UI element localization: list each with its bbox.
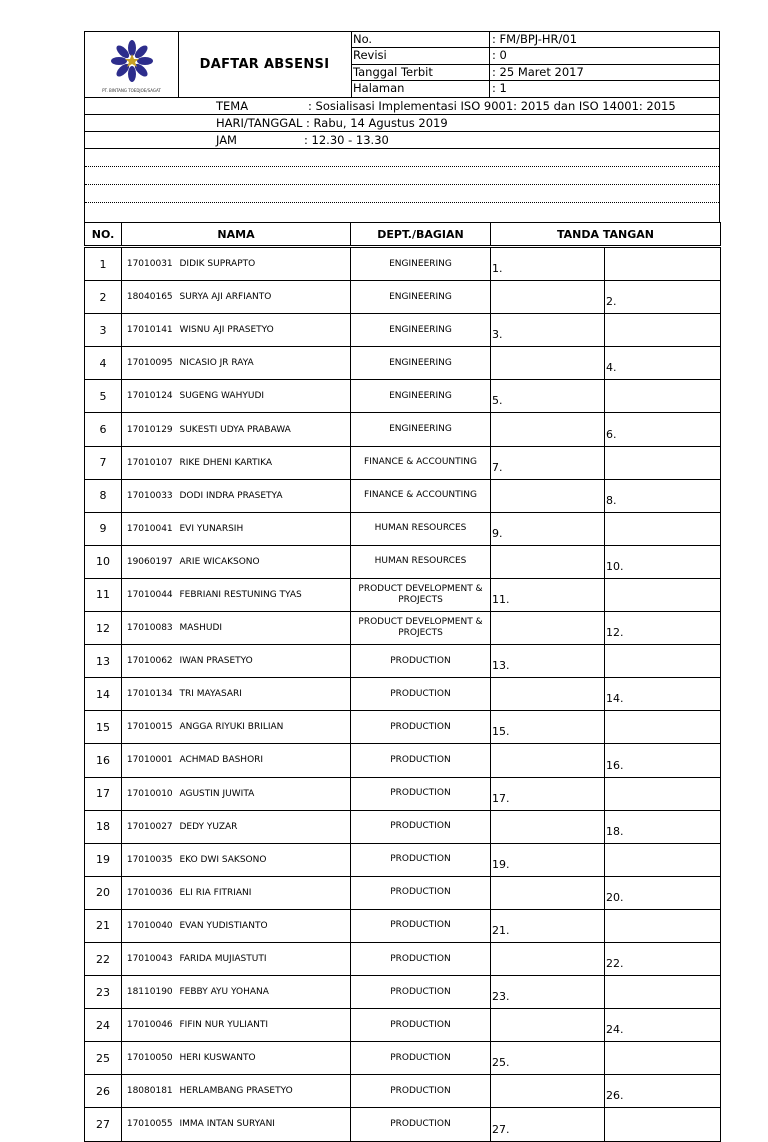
signature-cell[interactable]: 6. bbox=[605, 413, 721, 446]
signature-cell[interactable]: 20. bbox=[605, 876, 721, 909]
signature-cell[interactable] bbox=[491, 479, 605, 512]
row-number: 1 bbox=[85, 247, 122, 281]
row-number: 9 bbox=[85, 512, 122, 545]
table-row bbox=[85, 1009, 721, 1042]
signature-cell[interactable] bbox=[605, 446, 721, 479]
employee-id: 17010062 bbox=[122, 645, 178, 678]
signature-cell[interactable] bbox=[491, 942, 605, 975]
employee-name: EVAN YUDISTIANTO bbox=[178, 909, 351, 942]
table-row bbox=[85, 711, 721, 744]
department: PRODUCTION bbox=[351, 1009, 491, 1042]
signature-cell[interactable]: 9. bbox=[491, 512, 605, 545]
signature-cell[interactable]: 10. bbox=[605, 545, 721, 578]
department: PRODUCTION bbox=[351, 942, 491, 975]
meta-row-tanggal bbox=[351, 65, 719, 81]
table-row bbox=[85, 843, 721, 876]
row-number: 13 bbox=[85, 645, 122, 678]
signature-cell[interactable]: 1. bbox=[491, 247, 605, 281]
department: ENGINEERING bbox=[351, 380, 491, 413]
employee-name: DODI INDRA PRASETYA bbox=[178, 479, 351, 512]
table-row bbox=[85, 247, 721, 281]
employee-id: 18110190 bbox=[122, 976, 178, 1009]
signature-cell[interactable] bbox=[491, 545, 605, 578]
table-row bbox=[85, 678, 721, 711]
logo-cell bbox=[85, 32, 179, 97]
employee-id: 17010033 bbox=[122, 479, 178, 512]
employee-id: 18080181 bbox=[122, 1075, 178, 1108]
dotted-line bbox=[85, 184, 719, 185]
employee-name: SURYA AJI ARFIANTO bbox=[178, 281, 351, 314]
signature-cell[interactable] bbox=[491, 876, 605, 909]
attendance-sheet bbox=[84, 31, 720, 1142]
signature-cell[interactable] bbox=[605, 711, 721, 744]
table-row bbox=[85, 942, 721, 975]
employee-id: 17010124 bbox=[122, 380, 178, 413]
signature-cell[interactable]: 11. bbox=[491, 578, 605, 611]
row-number: 26 bbox=[85, 1075, 122, 1108]
employee-name: FEBBY AYU YOHANA bbox=[178, 976, 351, 1009]
hari-label: HARI/TANGGAL bbox=[216, 116, 303, 130]
row-number: 22 bbox=[85, 942, 122, 975]
signature-cell[interactable] bbox=[605, 645, 721, 678]
table-row bbox=[85, 578, 721, 611]
employee-name: SUGENG WAHYUDI bbox=[178, 380, 351, 413]
table-row bbox=[85, 413, 721, 446]
employee-name: SUKESTI UDYA PRABAWA bbox=[178, 413, 351, 446]
employee-name: ARIE WICAKSONO bbox=[178, 545, 351, 578]
employee-name: HERI KUSWANTO bbox=[178, 1042, 351, 1075]
employee-name: FARIDA MUJIASTUTI bbox=[178, 942, 351, 975]
department: ENGINEERING bbox=[351, 347, 491, 380]
table-row bbox=[85, 777, 721, 810]
department: PRODUCTION bbox=[351, 1108, 491, 1141]
signature-cell[interactable]: 25. bbox=[491, 1042, 605, 1075]
signature-cell[interactable]: 18. bbox=[605, 810, 721, 843]
employee-id: 19060197 bbox=[122, 545, 178, 578]
employee-name: HERLAMBANG PRASETYO bbox=[178, 1075, 351, 1108]
table-row bbox=[85, 1042, 721, 1075]
table-row bbox=[85, 512, 721, 545]
signature-cell[interactable]: 8. bbox=[605, 479, 721, 512]
row-number: 15 bbox=[85, 711, 122, 744]
row-number: 27 bbox=[85, 1108, 122, 1141]
employee-id: 17010044 bbox=[122, 578, 178, 611]
row-number: 11 bbox=[85, 578, 122, 611]
signature-cell[interactable]: 12. bbox=[605, 612, 721, 645]
signature-cell[interactable] bbox=[491, 1075, 605, 1108]
employee-name: DEDY YUZAR bbox=[178, 810, 351, 843]
signature-cell[interactable] bbox=[605, 909, 721, 942]
signature-cell[interactable] bbox=[491, 413, 605, 446]
signature-cell[interactable] bbox=[605, 314, 721, 347]
row-number: 17 bbox=[85, 777, 122, 810]
tema-value: : Sosialisasi Implementasi ISO 9001: 2015 dan ISO 14001: 2015 bbox=[308, 99, 676, 113]
employee-name: RIKE DHENI KARTIKA bbox=[178, 446, 351, 479]
employee-name: EKO DWI SAKSONO bbox=[178, 843, 351, 876]
department: FINANCE & ACCOUNTING bbox=[351, 446, 491, 479]
signature-cell[interactable] bbox=[491, 744, 605, 777]
department: PRODUCTION bbox=[351, 645, 491, 678]
row-number: 20 bbox=[85, 876, 122, 909]
col-no: NO. bbox=[85, 223, 122, 247]
signature-cell[interactable] bbox=[491, 281, 605, 314]
meta-value: : 0 bbox=[492, 48, 507, 63]
form-meta bbox=[351, 32, 719, 97]
signature-cell[interactable]: 19. bbox=[491, 843, 605, 876]
row-number: 23 bbox=[85, 976, 122, 1009]
meta-label: Tanggal Terbit bbox=[351, 65, 490, 80]
employee-id: 17010015 bbox=[122, 711, 178, 744]
department: PRODUCTION bbox=[351, 678, 491, 711]
tema-label: TEMA bbox=[216, 99, 249, 113]
form-header bbox=[84, 31, 720, 97]
table-row bbox=[85, 744, 721, 777]
table-row bbox=[85, 281, 721, 314]
signature-cell[interactable]: 16. bbox=[605, 744, 721, 777]
signature-cell[interactable] bbox=[491, 347, 605, 380]
employee-name: ACHMAD BASHORI bbox=[178, 744, 351, 777]
department: PRODUCT DEVELOPMENT & PROJECTS bbox=[351, 612, 491, 645]
employee-id: 17010040 bbox=[122, 909, 178, 942]
department: PRODUCTION bbox=[351, 711, 491, 744]
department: PRODUCTION bbox=[351, 1042, 491, 1075]
department: FINANCE & ACCOUNTING bbox=[351, 479, 491, 512]
logo-caption: PT. BINTANG TOEDJOE/SAGAT bbox=[102, 88, 161, 93]
hari-value: : Rabu, 14 Agustus 2019 bbox=[306, 116, 448, 130]
department: ENGINEERING bbox=[351, 281, 491, 314]
signature-cell[interactable] bbox=[491, 612, 605, 645]
employee-name: FIFIN NUR YULIANTI bbox=[178, 1009, 351, 1042]
signature-cell[interactable]: 7. bbox=[491, 446, 605, 479]
signature-cell[interactable] bbox=[605, 247, 721, 281]
row-number: 6 bbox=[85, 413, 122, 446]
jam-label: JAM bbox=[216, 133, 237, 147]
table-row bbox=[85, 446, 721, 479]
employee-id: 17010055 bbox=[122, 1108, 178, 1141]
meta-row-halaman bbox=[351, 81, 719, 97]
row-number: 5 bbox=[85, 380, 122, 413]
employee-id: 17010036 bbox=[122, 876, 178, 909]
department: HUMAN RESOURCES bbox=[351, 512, 491, 545]
table-row bbox=[85, 347, 721, 380]
signature-cell[interactable] bbox=[491, 810, 605, 843]
row-number: 10 bbox=[85, 545, 122, 578]
department: PRODUCTION bbox=[351, 744, 491, 777]
department: PRODUCTION bbox=[351, 810, 491, 843]
signature-cell[interactable] bbox=[605, 1108, 721, 1141]
table-row bbox=[85, 1108, 721, 1141]
signature-cell[interactable]: 21. bbox=[491, 909, 605, 942]
table-row bbox=[85, 909, 721, 942]
info-tema bbox=[85, 98, 719, 115]
table-row bbox=[85, 314, 721, 347]
meta-row-no bbox=[351, 32, 719, 48]
table-row bbox=[85, 612, 721, 645]
row-number: 12 bbox=[85, 612, 122, 645]
employee-id: 17010129 bbox=[122, 413, 178, 446]
row-number: 8 bbox=[85, 479, 122, 512]
employee-name: TRI MAYASARI bbox=[178, 678, 351, 711]
dotted-line bbox=[85, 166, 719, 167]
meta-row-revisi bbox=[351, 48, 719, 64]
employee-id: 17010134 bbox=[122, 678, 178, 711]
row-number: 24 bbox=[85, 1009, 122, 1042]
employee-name: FEBRIANI RESTUNING TYAS bbox=[178, 578, 351, 611]
info-jam bbox=[85, 132, 719, 148]
signature-cell[interactable]: 24. bbox=[605, 1009, 721, 1042]
table-row bbox=[85, 976, 721, 1009]
signature-cell[interactable] bbox=[605, 976, 721, 1009]
signature-cell[interactable]: 27. bbox=[491, 1108, 605, 1141]
info-hari bbox=[85, 115, 719, 132]
employee-name: EVI YUNARSIH bbox=[178, 512, 351, 545]
department: PRODUCTION bbox=[351, 976, 491, 1009]
notes-area bbox=[84, 148, 720, 222]
employee-name: IMMA INTAN SURYANI bbox=[178, 1108, 351, 1141]
signature-cell[interactable] bbox=[605, 843, 721, 876]
employee-id: 17010035 bbox=[122, 843, 178, 876]
employee-name: ELI RIA FITRIANI bbox=[178, 876, 351, 909]
department: ENGINEERING bbox=[351, 413, 491, 446]
row-number: 4 bbox=[85, 347, 122, 380]
table-row bbox=[85, 1075, 721, 1108]
row-number: 18 bbox=[85, 810, 122, 843]
table-body bbox=[85, 247, 721, 1142]
meta-label: Revisi bbox=[351, 48, 490, 63]
employee-name: DIDIK SUPRAPTO bbox=[178, 247, 351, 281]
employee-id: 17010001 bbox=[122, 744, 178, 777]
signature-cell[interactable] bbox=[605, 1042, 721, 1075]
signature-cell[interactable]: 22. bbox=[605, 942, 721, 975]
department: PRODUCTION bbox=[351, 777, 491, 810]
row-number: 21 bbox=[85, 909, 122, 942]
signature-cell[interactable] bbox=[605, 512, 721, 545]
meta-value: : FM/BPJ-HR/01 bbox=[492, 32, 578, 46]
table-row bbox=[85, 479, 721, 512]
meta-value: : 1 bbox=[492, 80, 507, 95]
employee-id: 17010031 bbox=[122, 247, 178, 281]
signature-cell[interactable]: 4. bbox=[605, 347, 721, 380]
attendance-table bbox=[84, 222, 721, 1142]
signature-cell[interactable] bbox=[605, 380, 721, 413]
col-ttd: TANDA TANGAN bbox=[491, 223, 721, 247]
table-header bbox=[85, 223, 721, 247]
col-dept: DEPT./BAGIAN bbox=[351, 223, 491, 247]
department: ENGINEERING bbox=[351, 314, 491, 347]
employee-name: NICASIO JR RAYA bbox=[178, 347, 351, 380]
signature-cell[interactable] bbox=[605, 777, 721, 810]
jam-value: : 12.30 - 13.30 bbox=[304, 133, 389, 147]
department: HUMAN RESOURCES bbox=[351, 545, 491, 578]
department: PRODUCTION bbox=[351, 843, 491, 876]
employee-id: 17010141 bbox=[122, 314, 178, 347]
row-number: 14 bbox=[85, 678, 122, 711]
form-title: DAFTAR ABSENSI bbox=[178, 32, 352, 97]
employee-id: 17010050 bbox=[122, 1042, 178, 1075]
employee-name: ANGGA RIYUKI BRILIAN bbox=[178, 711, 351, 744]
employee-name: IWAN PRASETYO bbox=[178, 645, 351, 678]
employee-name: WISNU AJI PRASETYO bbox=[178, 314, 351, 347]
employee-id: 17010107 bbox=[122, 446, 178, 479]
employee-id: 17010010 bbox=[122, 777, 178, 810]
col-nama: NAMA bbox=[122, 223, 351, 247]
department: PRODUCTION bbox=[351, 1075, 491, 1108]
signature-cell[interactable]: 26. bbox=[605, 1075, 721, 1108]
signature-cell[interactable] bbox=[491, 678, 605, 711]
signature-cell[interactable]: 2. bbox=[605, 281, 721, 314]
department: ENGINEERING bbox=[351, 247, 491, 281]
row-number: 7 bbox=[85, 446, 122, 479]
department: PRODUCT DEVELOPMENT & PROJECTS bbox=[351, 578, 491, 611]
row-number: 19 bbox=[85, 843, 122, 876]
employee-id: 17010046 bbox=[122, 1009, 178, 1042]
signature-cell[interactable]: 3. bbox=[491, 314, 605, 347]
table-row bbox=[85, 380, 721, 413]
employee-id: 17010095 bbox=[122, 347, 178, 380]
table-row bbox=[85, 876, 721, 909]
signature-cell[interactable]: 14. bbox=[605, 678, 721, 711]
row-number: 16 bbox=[85, 744, 122, 777]
employee-id: 17010041 bbox=[122, 512, 178, 545]
employee-name: MASHUDI bbox=[178, 612, 351, 645]
signature-cell[interactable]: 17. bbox=[491, 777, 605, 810]
table-row bbox=[85, 545, 721, 578]
company-logo-icon bbox=[109, 38, 155, 86]
signature-cell[interactable] bbox=[491, 1009, 605, 1042]
signature-cell[interactable]: 13. bbox=[491, 645, 605, 678]
meta-label: No. bbox=[351, 32, 490, 47]
row-number: 25 bbox=[85, 1042, 122, 1075]
event-info bbox=[84, 97, 720, 148]
employee-id: 17010027 bbox=[122, 810, 178, 843]
row-number: 2 bbox=[85, 281, 122, 314]
table-row bbox=[85, 645, 721, 678]
department: PRODUCTION bbox=[351, 876, 491, 909]
employee-name: AGUSTIN JUWITA bbox=[178, 777, 351, 810]
employee-id: 17010043 bbox=[122, 942, 178, 975]
meta-label: Halaman bbox=[351, 81, 490, 97]
employee-id: 17010083 bbox=[122, 612, 178, 645]
table-row bbox=[85, 810, 721, 843]
row-number: 3 bbox=[85, 314, 122, 347]
department: PRODUCTION bbox=[351, 909, 491, 942]
dotted-line bbox=[85, 202, 719, 203]
employee-id: 18040165 bbox=[122, 281, 178, 314]
signature-cell[interactable]: 23. bbox=[491, 976, 605, 1009]
meta-value: : 25 Maret 2017 bbox=[492, 64, 584, 79]
signature-cell[interactable]: 5. bbox=[491, 380, 605, 413]
signature-cell[interactable] bbox=[605, 578, 721, 611]
signature-cell[interactable]: 15. bbox=[491, 711, 605, 744]
